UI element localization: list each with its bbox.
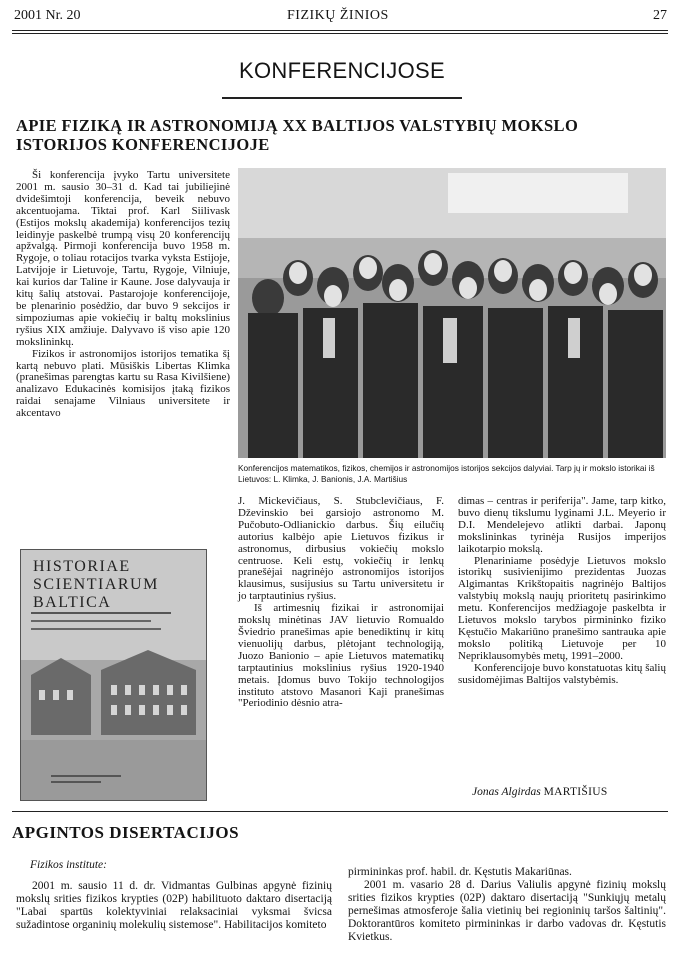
paragraph: pirmininkas prof. habil. dr. Kęstutis Makariūnas. <box>348 866 572 878</box>
section2-title: APGINTOS DISERTACIJOS <box>12 823 240 842</box>
paragraph: Konferencijoje buvo konstatuotas kitų šalių susidomėjimas Baltijos valstybėmis. <box>458 661 666 686</box>
author-last-name: MARTIŠIUS <box>543 786 608 798</box>
paragraph: Iš artimesnių fizikai ir astronomijai mokslų minėtinas JAV lietuvio Romualdo Šviedrio pranešimas apie benediktinų ir kitų vienuolijų darbus, plėtojant technologiją, Juozo Banionio – apie Lietuvos matematikų tarptautinius mokslinius ryšius 1920-1940 metais. Įdomus buvo Tokijo technologijos instituto atstovo Masanori Kaji pranešimas "Periodinio dėsnio atra- <box>238 602 444 710</box>
header-rule-2 <box>12 33 668 34</box>
group-photo <box>238 168 666 458</box>
article-column-2 <box>238 496 444 710</box>
group-photo-image <box>238 168 666 458</box>
article-column-3 <box>458 496 666 687</box>
paragraph: dimas – centras ir periferija". Jame, tarp kitko, buvo dienų tikslumu lyginami J.L. Meyerio ir D.I. Mendelejevo atlikti darbai. Japonų mokslininkas tyrinėja Rusijos imperijos laikotarpio mokslą. <box>458 495 666 555</box>
defenses-column-1 <box>16 880 332 932</box>
paragraph: Ši konferencija įvyko Tartu universitete 2001 m. sausio 30–31 d. Kad tai jubiliejinė dvidešimtoji konferencija, beveik nebuvo akcentuojama. Tiktai prof. Karl Siilivask (Estijos mokslų akademija) konferencijos tezių leidinyje paskelbė trumpą visų 20 konferencijų apžvalgą. Pirmoji konferencija buvo 1958 m. Rygoje, o toliau rotacijos tvarka vyksta Estijoje, Latvijoje ir Lietuvoje, Tartu, Rygoje, Vilniuje, kai kurios dar Taline ir Kaune. Jose dalyvauja ir kitų šalių atstovai. Pastarojoje konferencijoje, be plenarinio posėdžio, dar buvo 9 sekcijos ir simpoziumas apie vokiečių ir baltų mokslinius ryšius XIX amžiuje. Dalyvavo iš viso apie 120 mokslininkų. <box>16 169 230 348</box>
section-title-underline <box>222 97 462 99</box>
paragraph: 2001 m. vasario 28 d. Darius Valiulis apgynė fizinių mokslų srities fizikos krypties (02P) daktaro disertaciją "Sunkiųjų metalų pernešimas atmosferoje šalia vietinių bei regioninių taršos šaltinių". Doktorantūros komiteto pirmininkas ir darbo vadovas dr. Kęstutis Kvietkus. <box>348 879 666 943</box>
header-rule <box>12 30 668 31</box>
book-cover-illustration <box>21 550 206 800</box>
defenses-column-2 <box>348 866 666 944</box>
book-cover-title: HISTORIAE SCIENTIARUM BALTICA <box>33 558 159 611</box>
journal-name: FIZIKŲ ŽINIOS <box>287 8 389 23</box>
page-number: 27 <box>653 8 667 23</box>
section-title: KONFERENCIJOSE <box>239 58 445 83</box>
section-divider <box>12 811 668 812</box>
institute-label: Fizikos institute: <box>30 859 107 871</box>
author-first-name: Jonas Algirdas <box>472 786 541 798</box>
book-cover-image <box>20 549 207 801</box>
paragraph: Fizikos ir astronomijos istorijos tematika šį kartą nebuvo plati. Mūsiškis Libertas Klimka (pranešimas parengtas kartu su Rasa Kivilšiene) analizavo Edukacinės komisijos įtaką fizikos raidai senajame Vilniaus universitete ir akcentavo <box>16 347 230 420</box>
paragraph: 2001 m. sausio 11 d. dr. Vidmantas Gulbinas apgynė fizinių mokslų srities fizikos krypties (02P) habilituoto daktaro disertaciją "Labai spartūs kolektyviniai relaksaciniai vyksmai švicsa sužadintose organinių molekulių sistemose". Habilitacijos komiteto <box>16 880 332 931</box>
paragraph: Plenariniame posėdyje Lietuvos mokslo istorikų susivienijimo prezidentas Juozas Algimantas Krikštopaitis nagrinėjo Baltijos valstybių mokslą naujų prioritetų pasirinkimo metu. Konferencijos medžiagoje paskelbta ir Lietuvos mokslo tarybos pirmininko fiziko Kęstučio Makariūno pranešimo santrauka apie mokslo politiką Lietuvoje per 10 Nepriklausomybės metų, 1991–2000. <box>458 554 666 662</box>
issue-number: 2001 Nr. 20 <box>14 8 81 23</box>
photo-caption: Konferencijos matematikos, fizikos, chemijos ir astronomijos istorijos sekcijos dalyviai. Tarp jų ir mokslo istorikai iš Lietuvos: L. Klimka, J. Banionis, J.A. Martišius <box>238 463 655 484</box>
author-signature <box>472 786 608 798</box>
article-title: APIE FIZIKĄ IR ASTRONOMIJĄ XX BALTIJOS VALSTYBIŲ MOKSLO ISTORIJOS KONFERENCIJOJE <box>16 116 579 154</box>
article-column-1 <box>16 170 230 420</box>
paragraph: J. Mickevičiaus, S. Stubclevičiaus, F. Dževinskio bei garsiojo astronomo M. Pučobuto-Odlianickio darbus. Šių eilučių autorius kalbėjo apie Lietuvos fizikus ir astronomus, dirbusius vokiečių mokslo centruose. Keli estų, vokiečių ir lenkų pranešėjai nagrinėjo astronomijos istorijos klausimus, susijusius su Tartu universitetu ir jo tarptautinius ryšius. <box>238 495 444 603</box>
